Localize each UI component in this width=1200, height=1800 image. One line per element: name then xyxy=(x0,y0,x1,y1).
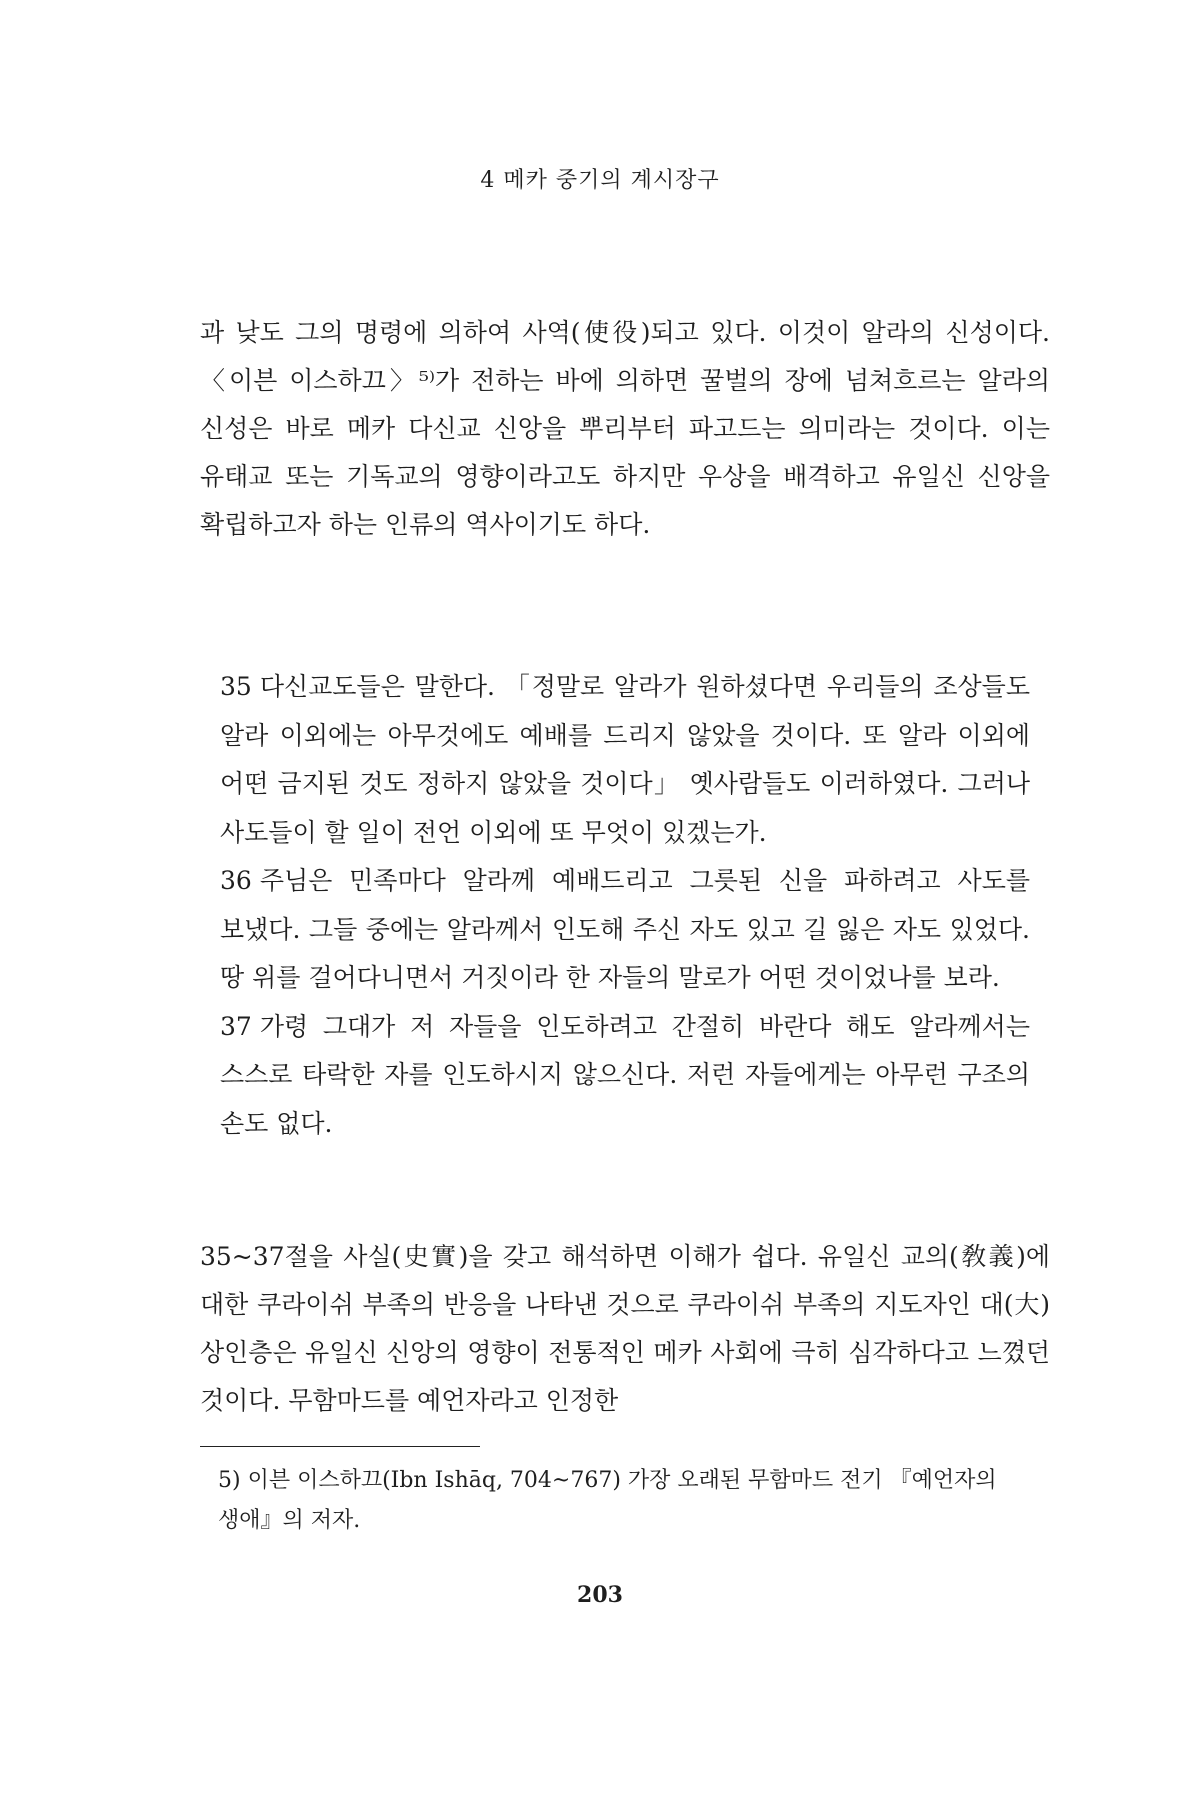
page-number: 203 xyxy=(577,1582,623,1608)
paragraph-intro: 과 낮도 그의 명령에 의하여 사역(使役)되고 있다. 이것이 알라의 신성이다. 〈이븐 이스하끄〉⁵⁾가 전하는 바에 의하면 꿀벌의 장에 넘쳐흐르는 알라의 신성은 바로 메카 다신교 신앙을 뿌리부터 파고드는 의미라는 것이다. 이는 유태교 또는 기독교의 영향이라고도 하지만 우상을 배격하고 유일신 신앙을 확립하고자 하는 인류의 역사이기도 하다. xyxy=(200,318,1050,539)
verse-text: 다신교도들은 말한다. 「정말로 알라가 원하셨다면 우리들의 조상들도 알라 이외에는 아무것에도 예배를 드리지 않았을 것이다. 또 알라 이외에 어떤 금지된 것도 정하지 않았을 것이다」 옛사람들도 이러하였다. 그러나 사도들이 할 일이 전언 이외에 또 무엇이 있겠는가. xyxy=(220,672,1030,847)
verse-number: 36 xyxy=(220,866,252,895)
paragraph-commentary: 35~37절을 사실(史實)을 갖고 해석하면 이해가 쉽다. 유일신 교의(敎義)에 대한 쿠라이쉬 부족의 반응을 나타낸 것으로 쿠라이쉬 부족의 지도자인 대(大)상인층은 유일신 신앙의 영향이 전통적인 메카 사회에 극히 심각하다고 느꼈던 것이다. 무함마드를 예언자라고 인정한 xyxy=(200,1242,1050,1415)
verse-36 xyxy=(220,857,1030,1003)
verse-text: 가령 그대가 저 자들을 인도하려고 간절히 바란다 해도 알라께서는 스스로 타락한 자를 인도하시지 않으신다. 저런 자들에게는 아무런 구조의 손도 없다. xyxy=(220,1011,1030,1138)
verse-block xyxy=(220,663,1030,1148)
running-header: 4 메카 중기의 계시장구 xyxy=(480,168,720,193)
verse-37 xyxy=(220,1003,1030,1149)
verse-number: 37 xyxy=(220,1011,252,1041)
verse-number: 35 xyxy=(220,672,252,701)
verse-text: 주님은 민족마다 알라께 예배드리고 그릇된 신을 파하려고 사도를 보냈다. 그들 중에는 알라께서 인도해 주신 자도 있고 길 잃은 자도 있었다. 땅 위를 걸어다니면서 거짓이라 한 자들의 말로가 어떤 것이었나를 보라. xyxy=(220,866,1030,992)
footnote-5: 5) 이븐 이스하끄(Ibn Ishāq, 704~767) 가장 오래된 무함마드 전기 『예언자의 생애』의 저자. xyxy=(218,1468,997,1533)
footnote-divider xyxy=(200,1446,480,1447)
verse-35 xyxy=(220,663,1030,857)
